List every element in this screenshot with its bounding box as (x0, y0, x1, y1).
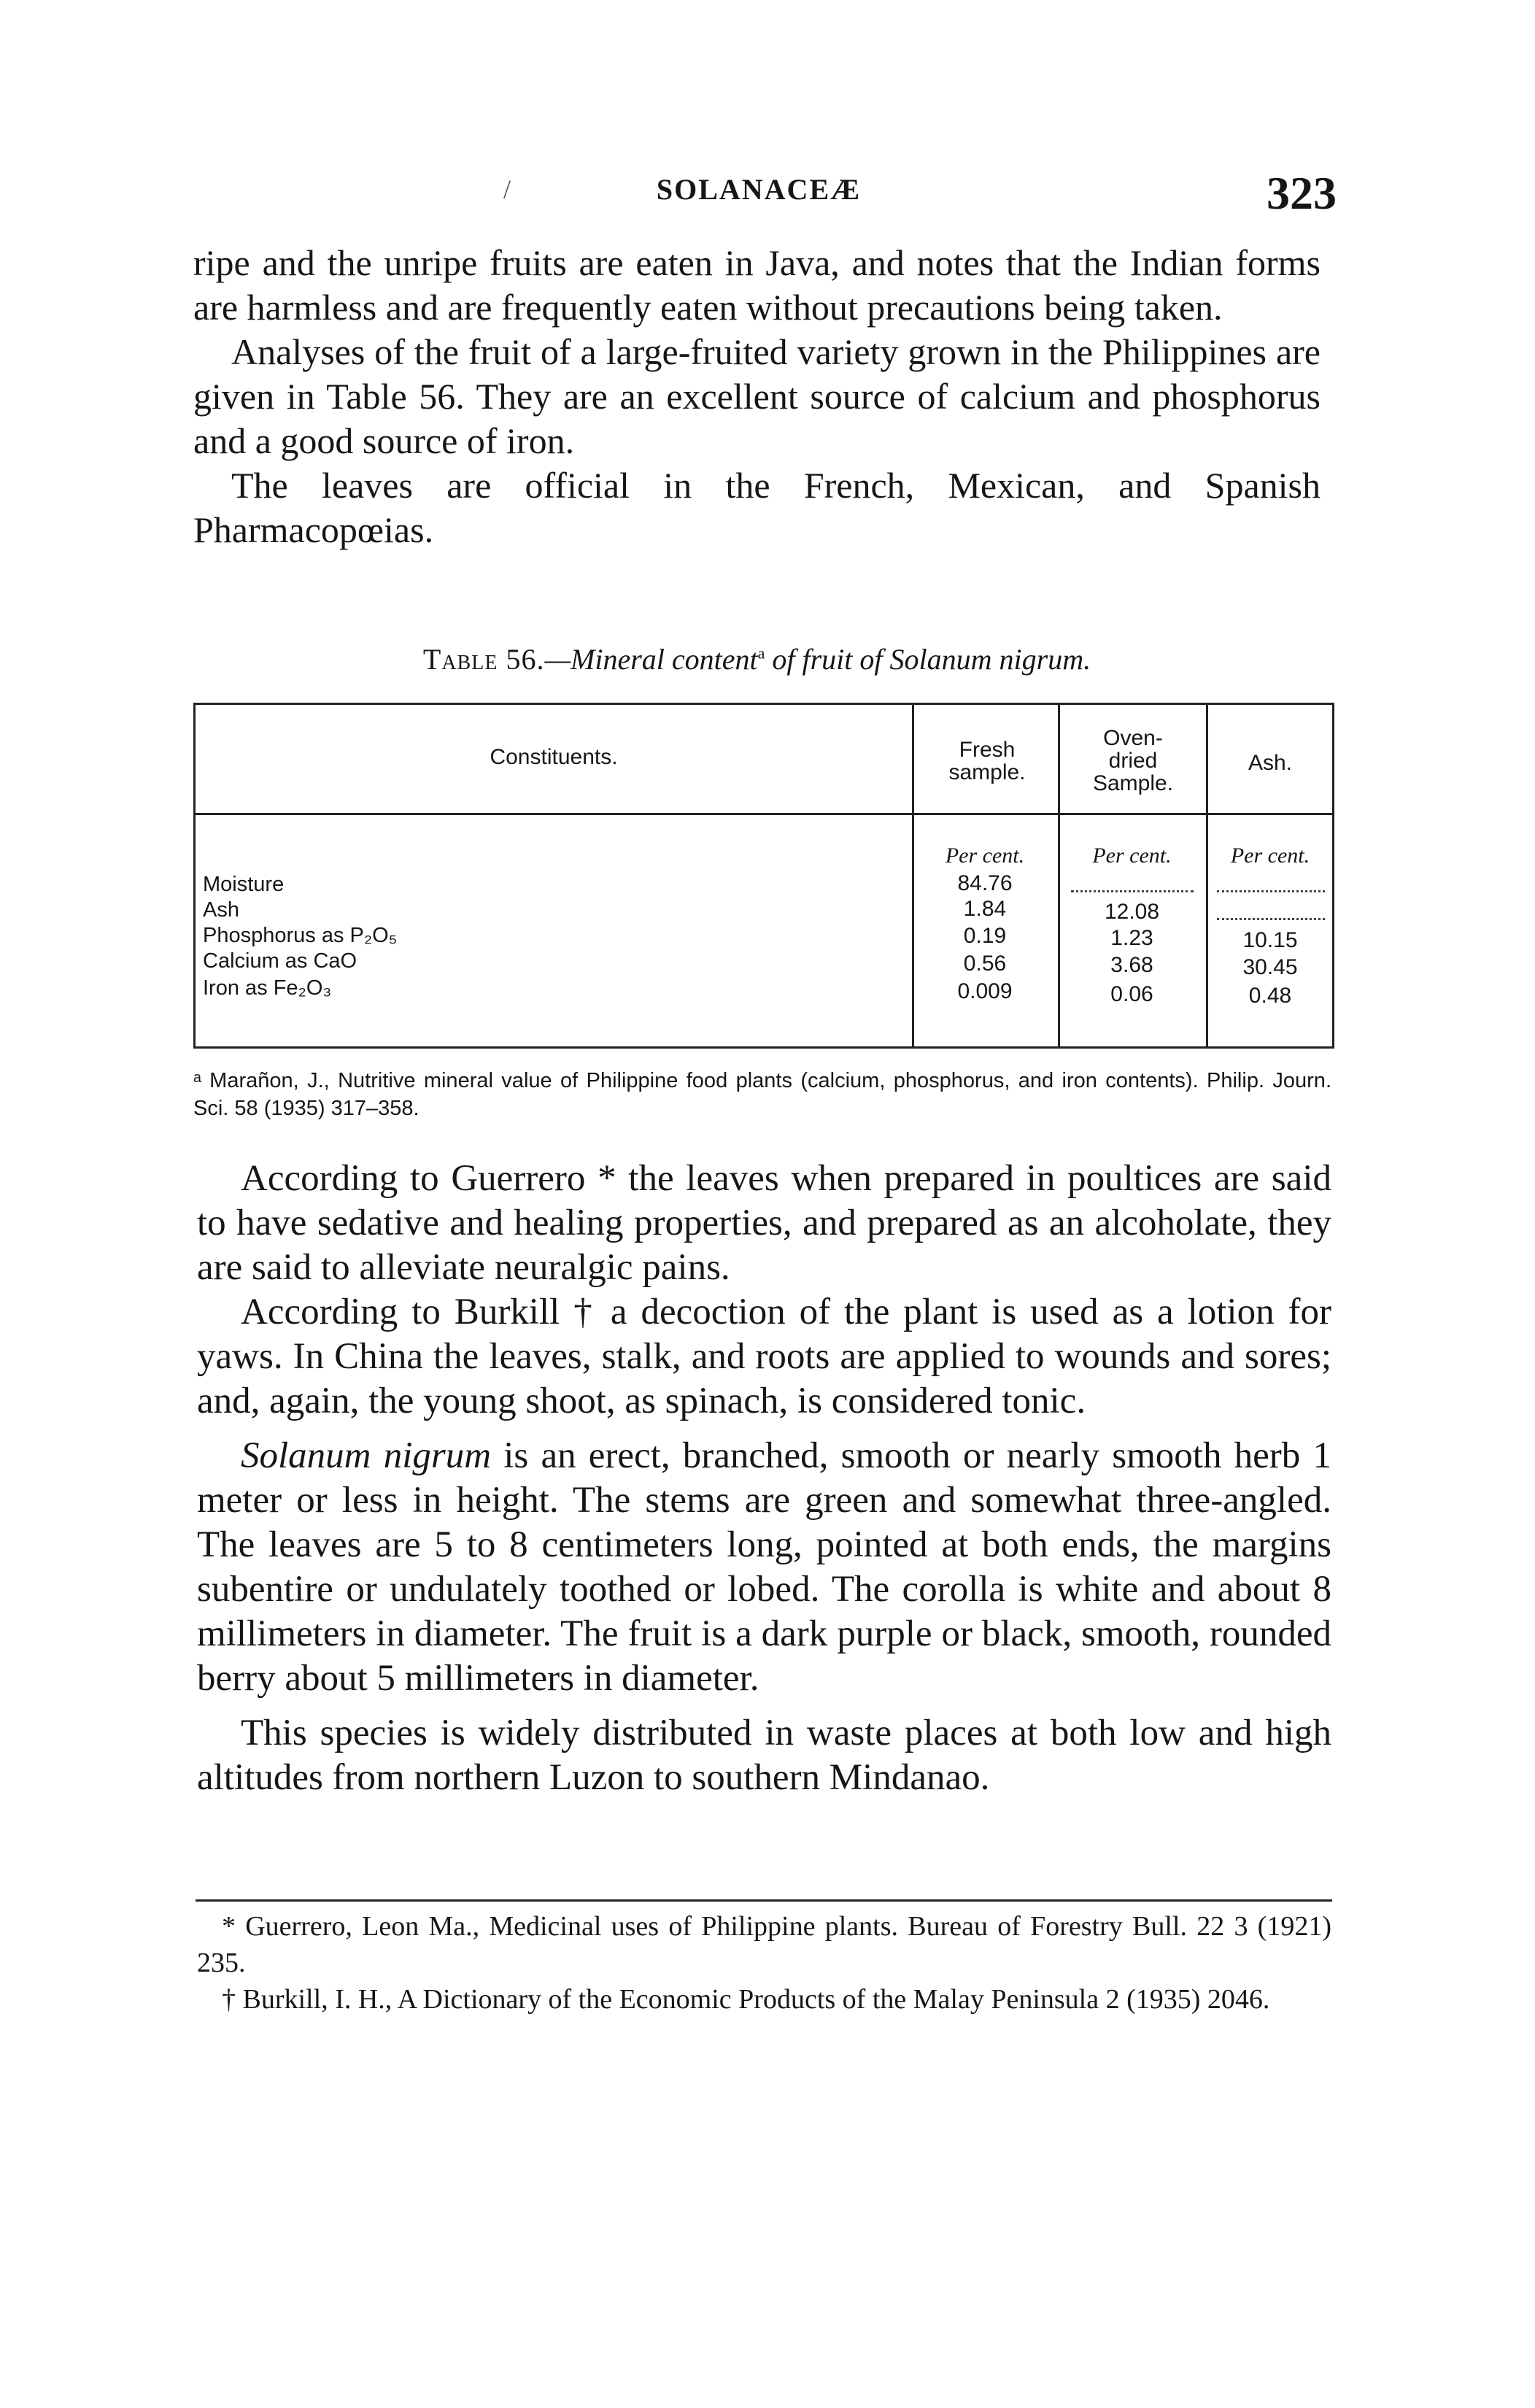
cell-fresh: 0.56 (963, 952, 1007, 976)
page-number: 323 (1267, 167, 1337, 219)
row-label: Ash (203, 898, 905, 922)
dot-leader (203, 889, 905, 891)
paragraph: According to Guerrero * the leaves when prepared in poultices are said to have sedative and healing properties, and prepared as an alcoholate, they are said to alleviate neuralgic pains. (197, 1158, 1331, 1288)
col-header-oven-dried: Oven-dried Sample. (1092, 726, 1174, 795)
table-footnote: ᵃ Marañon, J., Nutritive mineral value of Philippine food plants (calcium, phosphorus, and iron contents). Philip. Journ. Sci. 58 (1935) 317–358. (193, 1069, 1331, 1120)
paragraph: The leaves are official in the French, Mexican, and Spanish Pharmacopœias. (193, 465, 1321, 550)
cell-oven-dried: 0.06 (1110, 982, 1153, 1006)
row-label: Moisture (203, 873, 905, 897)
cell-ash: 30.45 (1242, 955, 1298, 979)
dot-leader (203, 914, 905, 916)
header-divider (196, 813, 1332, 815)
paragraph: According to Burkill † a decoction of the plant is used as a lotion for yaws. In China the leaves, stalk, and roots are applied to wounds and sores; and, again, the young shoot, as spinach, is considered tonic. (197, 1292, 1331, 1421)
cell-oven-dried: 12.08 (1104, 900, 1160, 924)
species-description (197, 1434, 1331, 1701)
footnote-mark: a (757, 644, 765, 663)
footnotes (197, 1908, 1331, 2018)
cell-oven-dried: 1.23 (1110, 926, 1153, 950)
description-text: is an erect, branched, smooth or nearly smooth herb 1 meter or less in height. The stems are green and somewhat three-angled. The leaves are 5 to 8 centimeters long, pointed at both ends, the margins subentire or undulately toothed or lobed. The corolla is white and about 8 millimeters in diameter. The fruit is a dark purple or black, smooth, rounded berry about 5 millimeters in diameter. (197, 1435, 1331, 1699)
running-head (190, 166, 1337, 219)
cell-oven-dried: 3.68 (1110, 953, 1153, 977)
empty-cell-dash (1071, 890, 1194, 892)
cell-fresh: 1.84 (963, 897, 1007, 921)
intro-text (193, 241, 1321, 552)
empty-cell-dash (1217, 890, 1325, 892)
paragraph: ripe and the unripe fruits are eaten in Java, and notes that the Indian forms are harmless and are frequently eaten without precautions being taken. (193, 242, 1321, 328)
paragraph: Analyses of the fruit of a large-fruited variety grown in the Philippines are given in Table 56. They are an excellent source of calcium and phosphorus and a good source of iron. (193, 331, 1321, 461)
row-label: Calcium as CaO (203, 949, 905, 973)
unit-label: Per cent. (1230, 844, 1310, 868)
row-label: Phosphorus as P₂O₅ (203, 924, 905, 948)
col-header-constituents: Constituents. (490, 745, 618, 769)
stray-mark: / (503, 174, 511, 204)
cell-fresh: 0.009 (957, 979, 1013, 1003)
table-title-rest: of fruit of Solanum nigrum. (765, 643, 1091, 676)
row-label: Iron as Fe₂O₃ (203, 976, 905, 1000)
running-title: SOLANACEÆ (656, 173, 862, 206)
unit-label: Per cent. (945, 844, 1025, 868)
footnote-rule (196, 1899, 1332, 1902)
empty-cell-dash (1217, 918, 1325, 920)
table-caption (193, 642, 1321, 676)
col-header-fresh: Fresh sample. (948, 738, 1026, 784)
cell-fresh: 84.76 (957, 871, 1013, 895)
mineral-content-table (193, 703, 1334, 1049)
cell-fresh: 0.19 (963, 924, 1007, 948)
main-text (197, 1157, 1331, 1800)
table-label: Table 56. (422, 643, 545, 676)
species-name: Solanum nigrum (241, 1435, 492, 1476)
footnote: * Guerrero, Leon Ma., Medicinal uses of Philippine plants. Bureau of Forestry Bull. 22 3 (1921) 235. (197, 1911, 1331, 1978)
cell-ash: 0.48 (1248, 984, 1292, 1008)
table-title: —Mineral content (544, 643, 758, 676)
footnote: † Burkill, I. H., A Dictionary of the Economic Products of the Malay Peninsula 2 (1935) 2046. (222, 1984, 1270, 2015)
unit-label: Per cent. (1092, 844, 1172, 868)
distribution-paragraph: This species is widely distributed in waste places at both low and high altitudes from northern Luzon to southern Mindanao. (197, 1713, 1331, 1798)
cell-ash: 10.15 (1242, 928, 1298, 952)
col-header-ash: Ash. (1248, 751, 1293, 775)
